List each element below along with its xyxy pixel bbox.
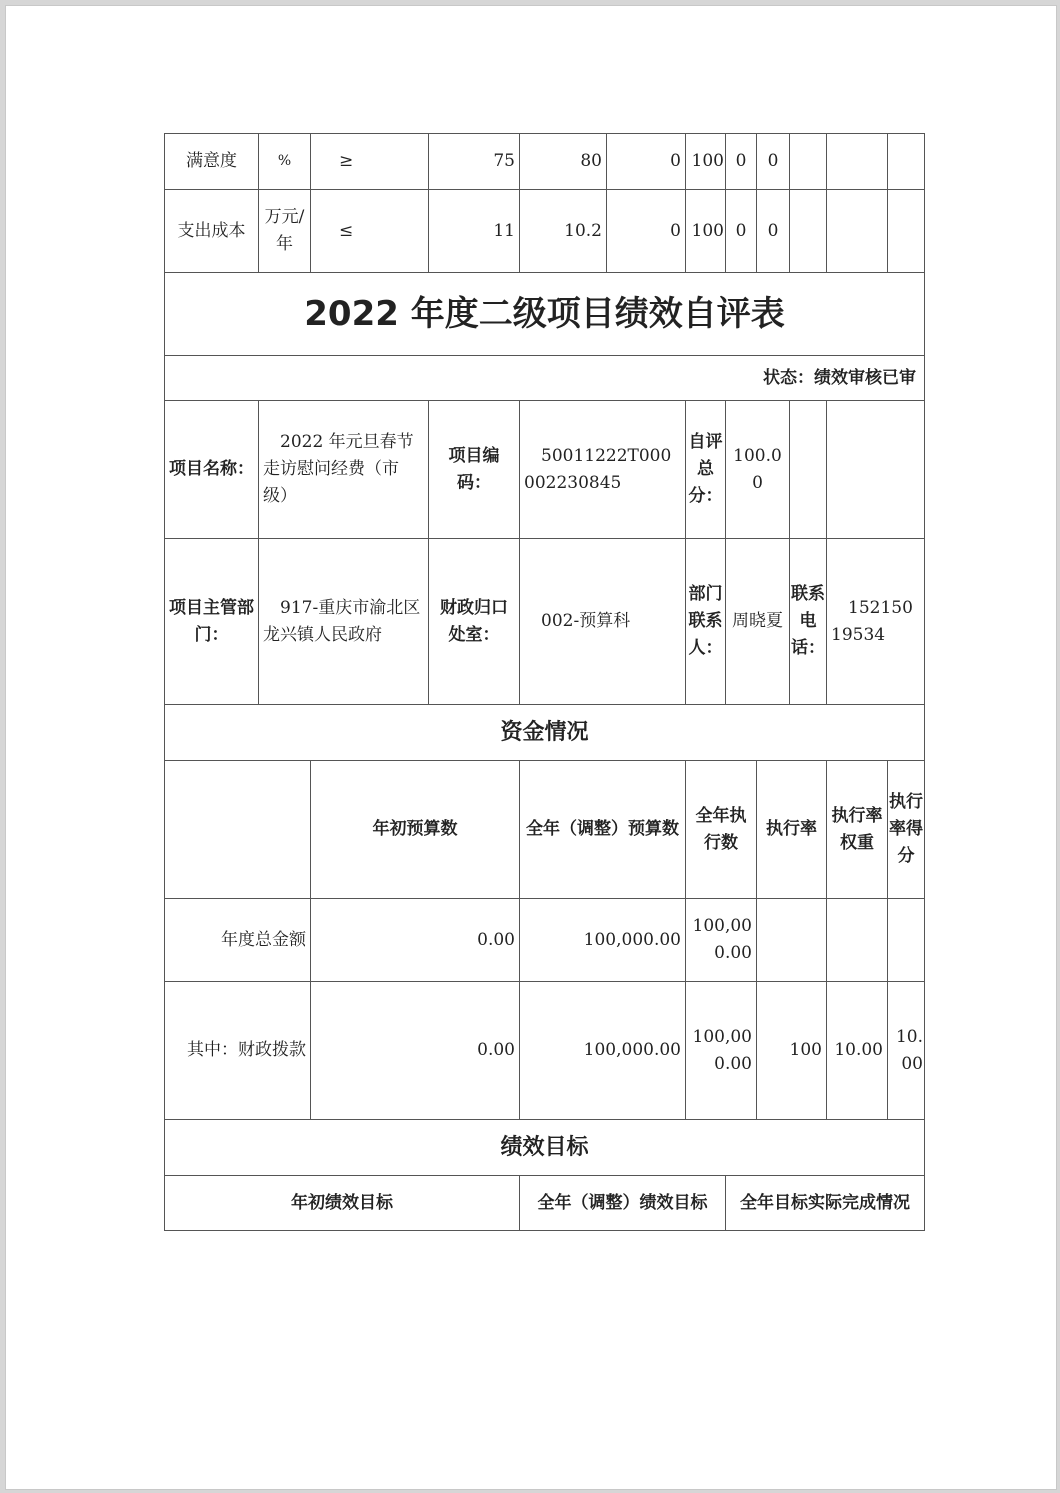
funds-header-row: [165, 761, 925, 899]
empty-cell: [827, 401, 925, 539]
funds-row-label: 其中：财政拨款: [165, 982, 311, 1120]
department-info-row: [165, 539, 925, 705]
project-info-row: [165, 401, 925, 539]
funds-header-rate: 执行率: [757, 761, 827, 899]
project-code-label: 项目编码：: [429, 401, 520, 539]
funds-initial: 0.00: [311, 899, 520, 982]
funds-executed: 100,000.00: [686, 982, 757, 1120]
contact-label: 部门联系人：: [686, 539, 726, 705]
funds-header-score: 执行率得分: [888, 761, 925, 899]
contact-value: 周晓夏: [726, 539, 790, 705]
indicator-row-cost: [165, 190, 925, 273]
funds-adjusted: 100,000.00: [520, 899, 686, 982]
empty-cell: [827, 190, 888, 273]
funds-executed: 100,000.00: [686, 899, 757, 982]
empty-cell: [165, 761, 311, 899]
project-name-label: 项目名称：: [165, 401, 259, 539]
empty-cell: [888, 190, 925, 273]
dept-value: 917-重庆市渝北区龙兴镇人民政府: [259, 539, 429, 705]
funds-adjusted: 100,000.00: [520, 982, 686, 1120]
funds-section-title: 资金情况: [165, 705, 925, 761]
funds-rate: [757, 899, 827, 982]
indicator-value: 11: [429, 190, 520, 273]
indicator-unit: 万元/年: [259, 190, 311, 273]
empty-cell: [827, 134, 888, 190]
funds-header-initial: 年初预算数: [311, 761, 520, 899]
funds-header-weight: 执行率权重: [827, 761, 888, 899]
document-title: 2022 年度二级项目绩效自评表: [165, 273, 925, 356]
empty-cell: [790, 134, 827, 190]
document-page: [5, 5, 1057, 1490]
goals-header-actual: 全年目标实际完成情况: [726, 1176, 925, 1231]
goals-header-adjusted: 全年（调整）绩效目标: [520, 1176, 726, 1231]
funds-weight: [827, 899, 888, 982]
indicator-operator: ≤: [311, 190, 429, 273]
indicator-value: 0: [757, 190, 790, 273]
indicator-value: 75: [429, 134, 520, 190]
indicator-value: 0: [757, 134, 790, 190]
indicator-value: 80: [520, 134, 607, 190]
empty-cell: [790, 401, 827, 539]
evaluation-sheet: [164, 133, 924, 1231]
indicator-value: 0: [607, 134, 686, 190]
indicator-operator: ≥: [311, 134, 429, 190]
indicator-row-satisfaction: [165, 134, 925, 190]
empty-cell: [888, 134, 925, 190]
status-text: 状态：绩效审核已审: [165, 356, 925, 401]
goals-header-row: [165, 1176, 925, 1231]
funds-rate: 100: [757, 982, 827, 1120]
indicator-value: 0: [726, 190, 757, 273]
indicator-value: 100: [686, 134, 726, 190]
finance-office-value: 002-预算科: [520, 539, 686, 705]
project-name-value: 2022 年元旦春节走访慰问经费（市级）: [259, 401, 429, 539]
indicator-value: 100: [686, 190, 726, 273]
funds-score: [888, 899, 925, 982]
funds-score: 10.00: [888, 982, 925, 1120]
score-label: 自评总分：: [686, 401, 726, 539]
goals-header-initial: 年初绩效目标: [165, 1176, 520, 1231]
dept-label: 项目主管部门：: [165, 539, 259, 705]
funds-header-executed: 全年执行数: [686, 761, 757, 899]
indicator-value: 10.2: [520, 190, 607, 273]
funds-weight: 10.00: [827, 982, 888, 1120]
project-code-value: 50011222T000002230845: [520, 401, 686, 539]
funds-row: [165, 982, 925, 1120]
indicator-name: 支出成本: [165, 190, 259, 273]
indicator-name: 满意度: [165, 134, 259, 190]
indicator-unit: %: [259, 134, 311, 190]
evaluation-table: [164, 133, 925, 1231]
funds-row: [165, 899, 925, 982]
funds-row-label: 年度总金额: [165, 899, 311, 982]
funds-header-adjusted: 全年（调整）预算数: [520, 761, 686, 899]
score-value: 100.00: [726, 401, 790, 539]
phone-value: 15215019534: [827, 539, 925, 705]
finance-office-label: 财政归口处室：: [429, 539, 520, 705]
phone-label: 联系电话：: [790, 539, 827, 705]
indicator-value: 0: [607, 190, 686, 273]
goals-section-title: 绩效目标: [165, 1120, 925, 1176]
funds-initial: 0.00: [311, 982, 520, 1120]
empty-cell: [790, 190, 827, 273]
indicator-value: 0: [726, 134, 757, 190]
